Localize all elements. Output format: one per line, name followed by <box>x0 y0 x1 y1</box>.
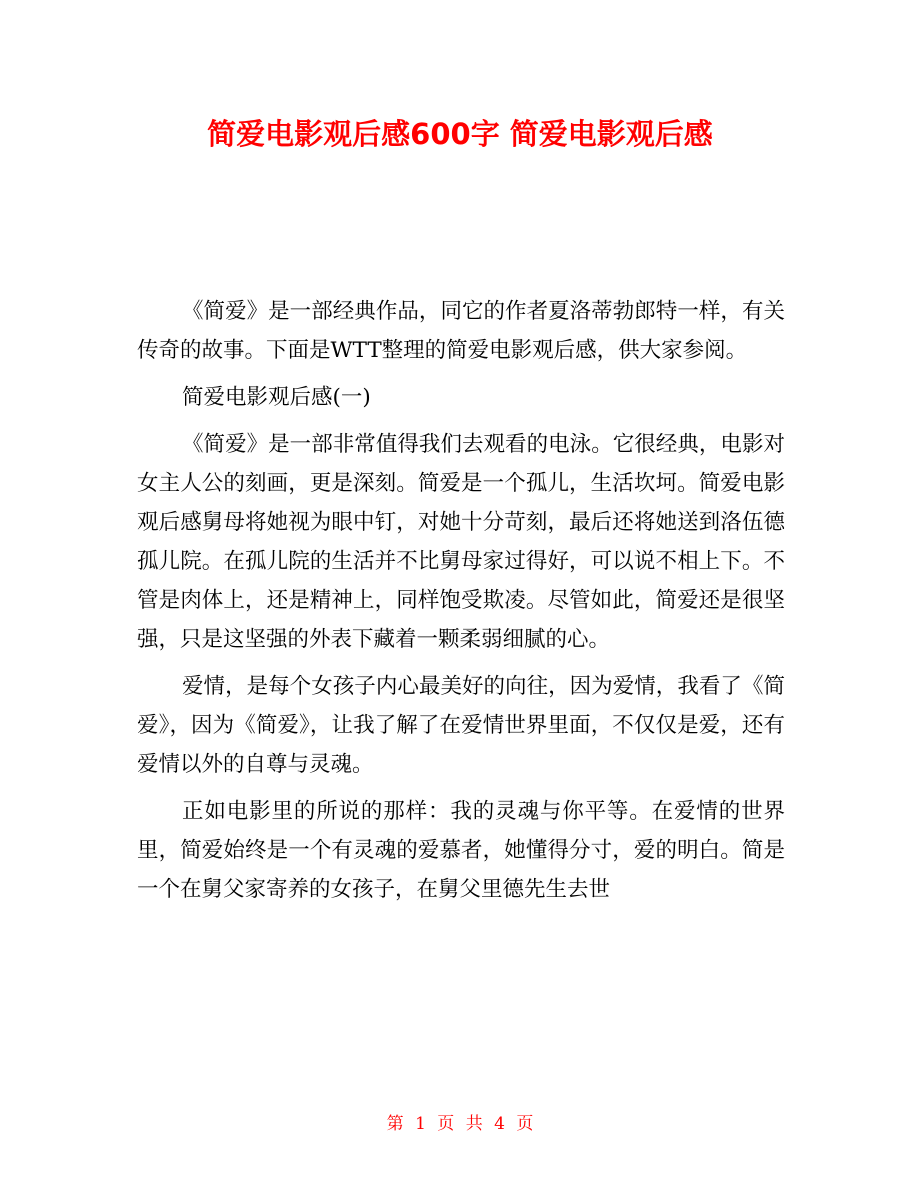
paragraph-soul: 正如电影里的所说的那样：我的灵魂与你平等。在爱情的世界里，简爱始终是一个有灵魂的爱慕者，她懂得分寸，爱的明白。简是一个在舅父家寄养的女孩子，在舅父里德先生去世 <box>137 799 785 902</box>
footer-total-prefix: 共 <box>465 1114 483 1134</box>
footer-page-label: 页 <box>437 1114 455 1134</box>
section-heading: 简爱电影观后感(一) <box>182 385 371 410</box>
paragraph-review: 《简爱》是一部非常值得我们去观看的电泳。它很经典，电影对女主人公的刻画，更是深刻。简爱是一个孤儿，生活坎坷。简爱电影观后感舅母将她视为眼中钉，对她十分苛刻，最后还将她送到洛伍德孤儿院。在孤儿院的生活并不比舅母家过得好，可以说不相上下。不管是肉体上，还是精神上，同样饱受欺凌。尽管如此，简爱还是很坚强，只是这坚强的外表下藏着一颗柔弱细腻的心。 <box>137 432 785 652</box>
paragraph-intro: 《简爱》是一部经典作品，同它的作者夏洛蒂勃郎特一样，有关传奇的故事。下面是WTT整理的简爱电影观后感，供大家参阅。 <box>137 299 785 363</box>
document-title: 简爱电影观后感600字 简爱电影观后感 <box>207 117 713 151</box>
document-body <box>137 292 785 909</box>
footer-prefix: 第 <box>386 1114 404 1134</box>
footer-page-current: 1 <box>415 1114 426 1134</box>
footer-page-total: 4 <box>494 1114 505 1134</box>
page-footer <box>0 1112 920 1136</box>
paragraph-love: 爱情，是每个女孩子内心最美好的向往，因为爱情，我看了《简爱》，因为《简爱》，让我了解了在爱情世界里面，不仅仅是爱，还有爱情以外的自尊与灵魂。 <box>137 674 785 777</box>
footer-suffix: 页 <box>516 1114 534 1134</box>
